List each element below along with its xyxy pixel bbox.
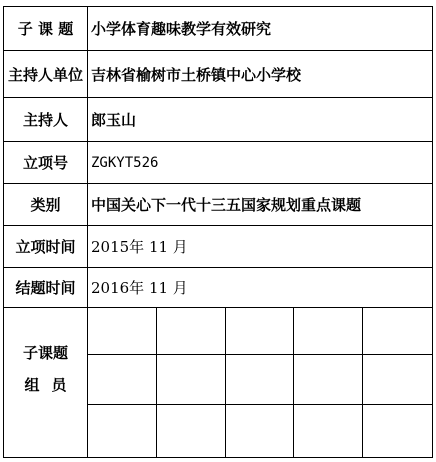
label-end-date: 结题时间	[4, 268, 88, 307]
value-project-number: ZGKYT526	[91, 154, 159, 171]
row-host-unit	[4, 51, 432, 98]
members-label-line2: 组员	[24, 376, 79, 394]
row-host	[4, 98, 432, 142]
label-start-date: 立项时间	[4, 226, 88, 267]
value-start-date: 2015年 11 月	[91, 238, 188, 256]
row-project-number	[4, 142, 432, 184]
member-cell	[363, 355, 432, 405]
member-cell	[294, 405, 363, 457]
member-cell	[226, 355, 295, 405]
members-label	[4, 308, 88, 457]
label-category: 类别	[4, 184, 88, 225]
value-category: 中国关心下一代十三五国家规划重点课题	[91, 196, 362, 214]
member-cell	[363, 308, 432, 355]
member-cell	[226, 405, 295, 457]
value-subtopic: 小学体育趣味教学有效研究	[91, 20, 272, 38]
member-cell	[157, 405, 226, 457]
value-host: 郎玉山	[91, 111, 137, 129]
row-end-date	[4, 268, 432, 308]
member-cell	[294, 308, 363, 355]
member-cell	[363, 405, 432, 457]
member-cell	[157, 355, 226, 405]
member-cell	[88, 405, 157, 457]
members-grid	[88, 308, 432, 457]
row-subtopic	[4, 7, 432, 51]
label-project-number: 立项号	[4, 142, 88, 183]
row-category	[4, 184, 432, 226]
value-host-unit: 吉林省榆树市土桥镇中心小学校	[91, 65, 302, 84]
label-subtopic: 子 课 题	[4, 7, 88, 50]
member-cell	[157, 308, 226, 355]
members-label-line1: 子课题	[22, 344, 68, 362]
member-cell	[226, 308, 295, 355]
label-host: 主持人	[4, 98, 88, 141]
member-cell	[294, 355, 363, 405]
member-cell	[88, 308, 157, 355]
project-info-table	[3, 6, 433, 458]
value-end-date: 2016年 11 月	[91, 279, 188, 297]
label-host-unit: 主持人单位	[4, 51, 88, 97]
members-section	[4, 308, 432, 457]
member-cell	[88, 355, 157, 405]
row-start-date	[4, 226, 432, 268]
